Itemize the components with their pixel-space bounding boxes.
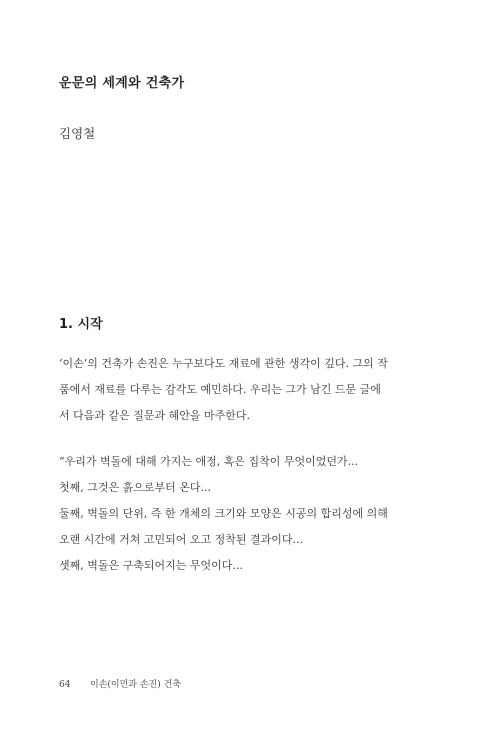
quote-line: 첫째, 그것은 흙으로부터 온다... [59, 481, 211, 494]
quote-line: 오랜 시간에 거쳐 고민되어 오고 정착된 결과이다... [59, 533, 303, 546]
quote-line: 둘째, 벽돌의 단위, 즉 한 개체의 크기와 모양은 시공의 합리성에 의해 [59, 507, 388, 520]
quote-line: “우리가 벽돌에 대해 가지는 애정, 혹은 집착이 무엇이었던가... [59, 455, 359, 468]
section-heading: 1. 시작 [59, 317, 103, 332]
page-footer [59, 677, 181, 690]
paragraph-line: 품에서 재료를 다루는 감각도 예민하다. 우리는 그가 남긴 드문 글에 [59, 383, 381, 396]
paragraph-line: ‘이손’의 건축가 손진은 누구보다도 재료에 관한 생각이 깊다. 그의 작 [59, 357, 388, 370]
running-title: 이손(이민과 손진) 건축 [90, 680, 181, 690]
article-title: 운문의 세계와 건축가 [59, 76, 185, 91]
paragraph-line: 서 다음과 같은 질문과 혜안을 마주한다. [59, 409, 250, 422]
quote-line: 셋째, 벽돌은 구축되어지는 무엇이다... [59, 559, 243, 572]
article-author: 김영철 [59, 126, 96, 141]
quote-block [59, 449, 404, 579]
page-number: 64 [59, 680, 71, 690]
intro-paragraph [59, 351, 404, 429]
